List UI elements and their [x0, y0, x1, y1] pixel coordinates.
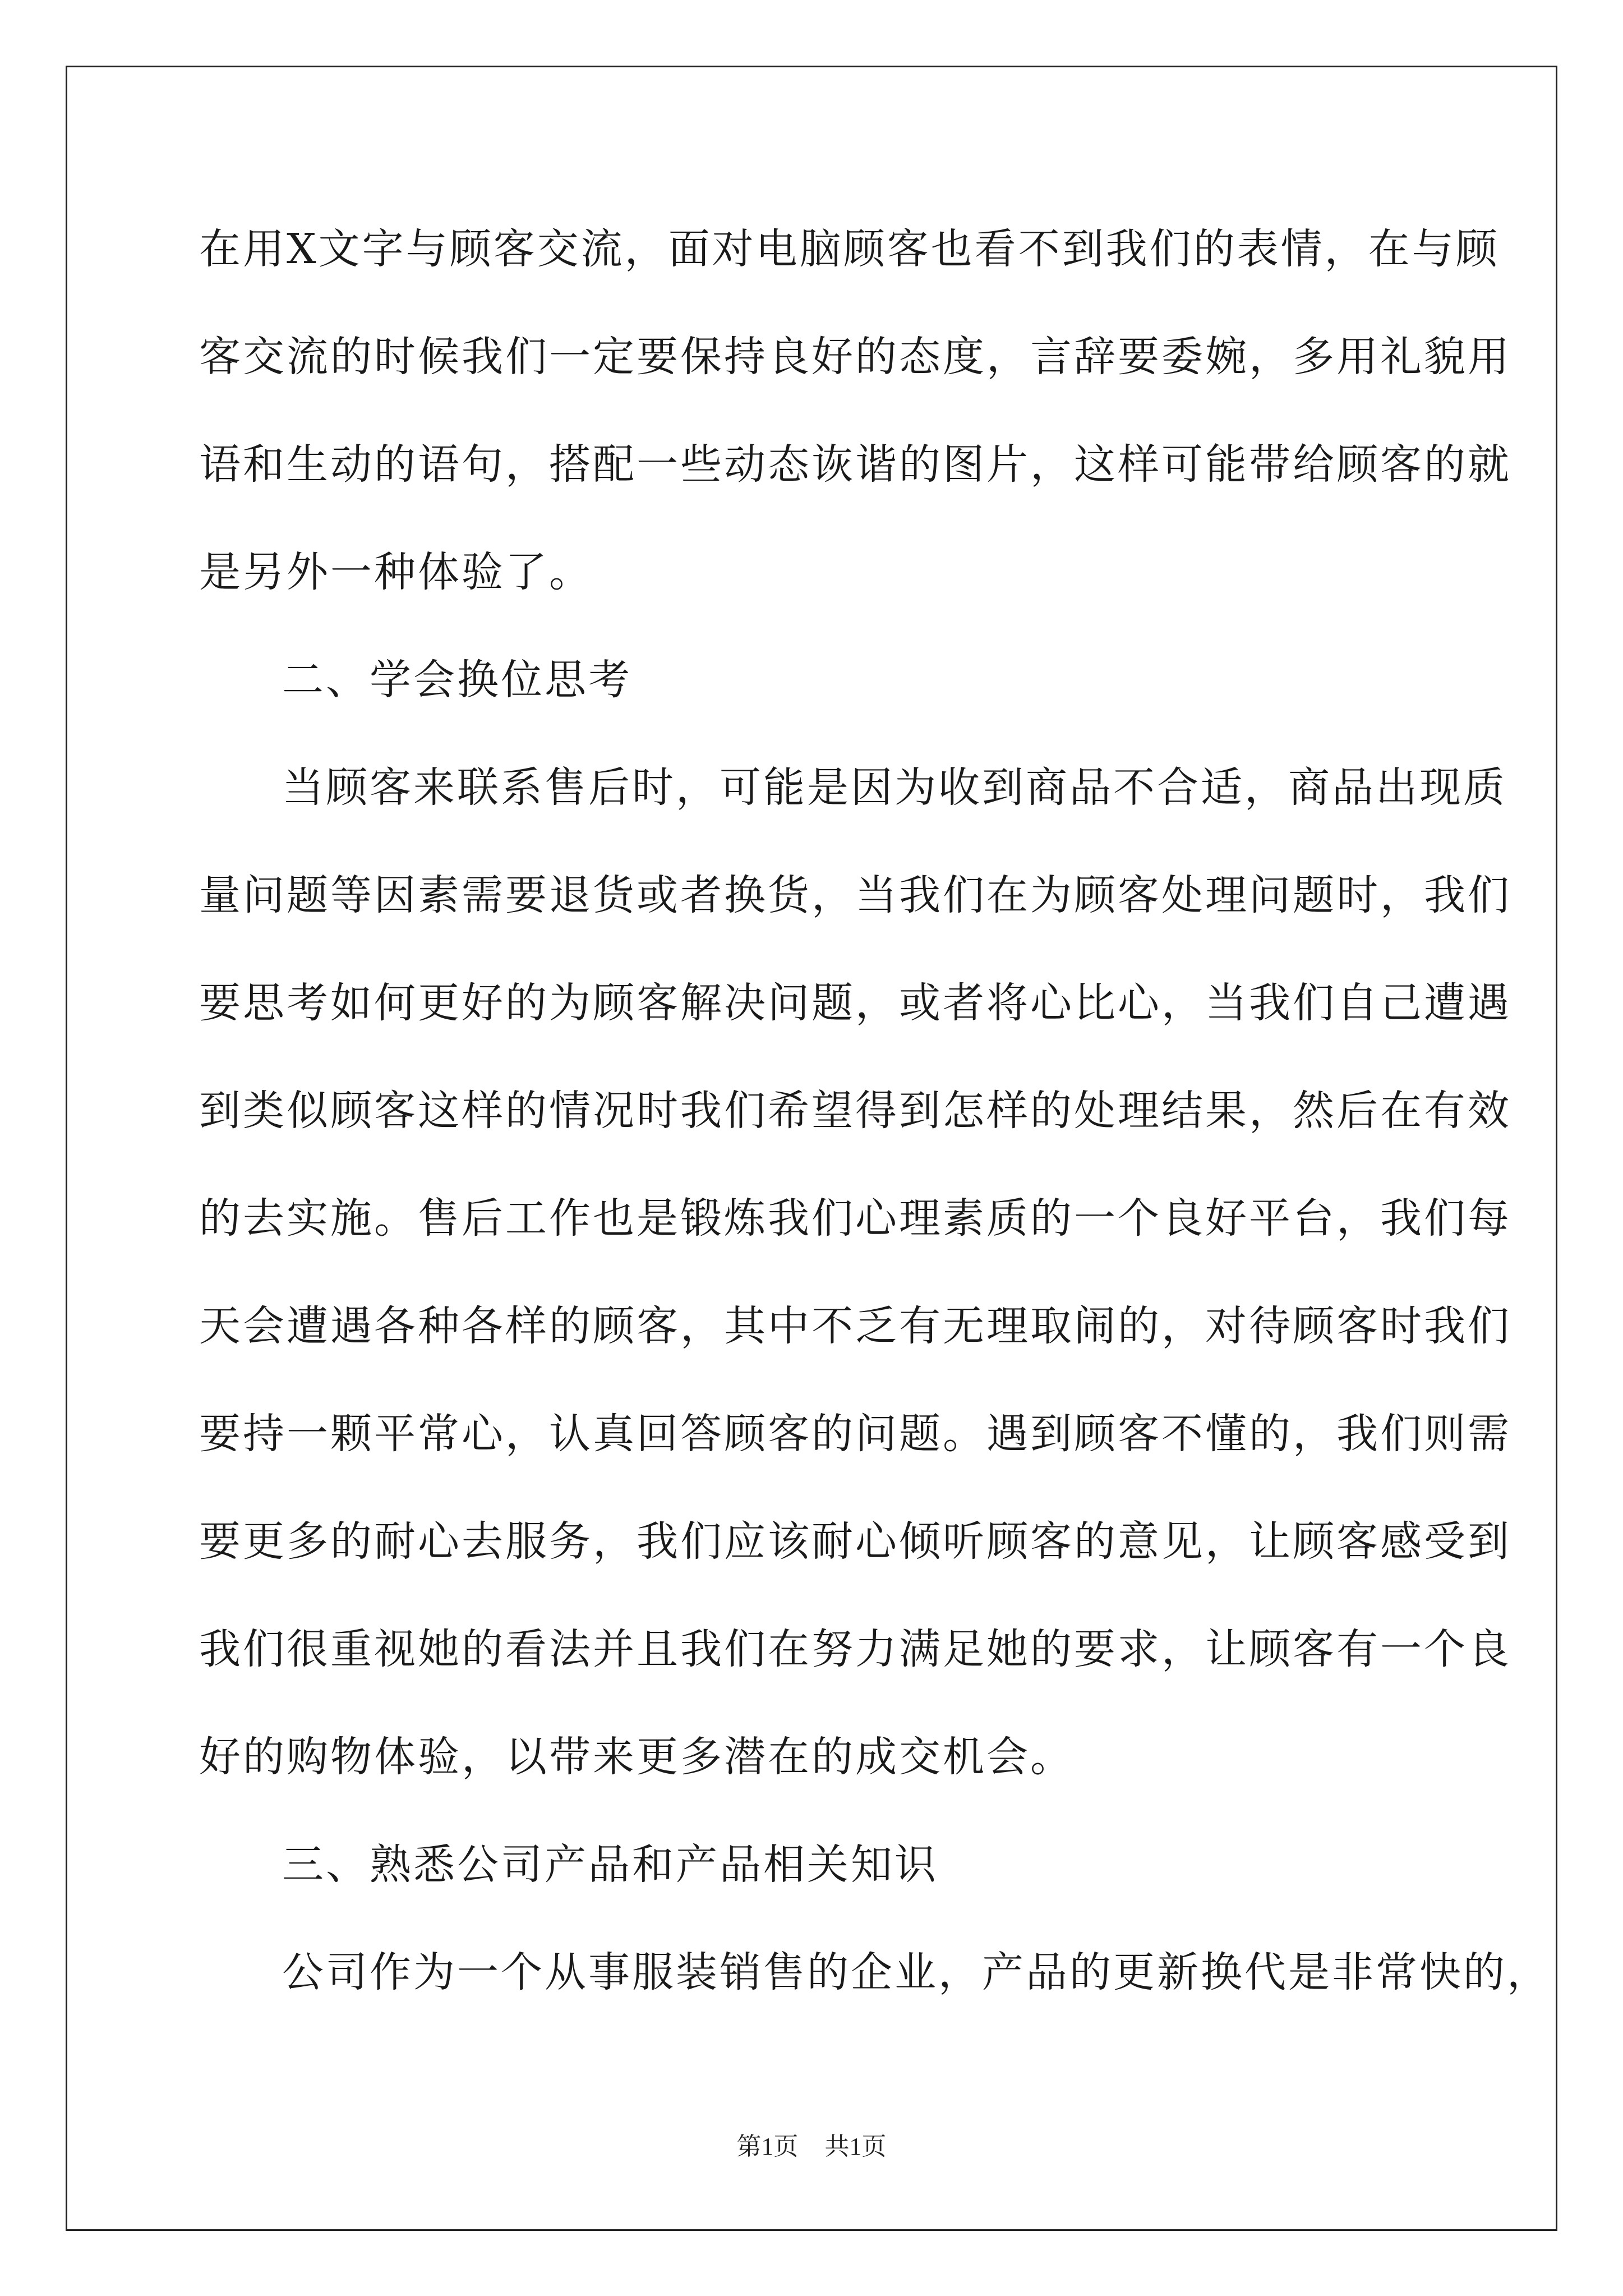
text-line: 好的购物体验，以带来更多潜在的成交机会。 — [199, 1733, 1074, 1781]
text-line: 在用X文字与顾客交流，面对电脑顾客也看不到我们的表情，在与顾 — [199, 225, 1500, 273]
text-line: 是另外一种体验了。 — [199, 548, 593, 596]
text-line: 要持一颗平常心，认真回答顾客的问题。遇到顾客不懂的，我们则需 — [199, 1410, 1511, 1458]
section-heading: 三、熟悉公司产品和产品相关知识 — [282, 1841, 938, 1889]
section-heading: 二、学会换位思考 — [282, 656, 632, 704]
text-line: 语和生动的语句，搭配一些动态诙谐的图片，这样可能带给顾客的就 — [199, 440, 1511, 489]
page-total: 共1页 — [824, 2133, 887, 2160]
text-line: 量问题等因素需要退货或者换货，当我们在为顾客处理问题时，我们 — [199, 871, 1511, 919]
text-line: 天会遭遇各种各样的顾客，其中不乏有无理取闹的，对待顾客时我们 — [199, 1302, 1511, 1350]
text-line: 要更多的耐心去服务，我们应该耐心倾听顾客的意见，让顾客感受到 — [199, 1517, 1511, 1566]
text-line: 客交流的时候我们一定要保持良好的态度，言辞要委婉，多用礼貌用 — [199, 333, 1511, 381]
text-line: 到类似顾客这样的情况时我们希望得到怎样的处理结果，然后在有效 — [199, 1087, 1511, 1135]
document-body — [199, 213, 1551, 2044]
text-line: 公司作为一个从事服装销售的企业，产品的更新换代是非常快的， — [282, 1948, 1551, 1996]
text-line: 的去实施。售后工作也是锻炼我们心理素质的一个良好平台，我们每 — [199, 1194, 1511, 1243]
page-footer — [0, 2126, 1623, 2162]
text-line: 当顾客来联系售后时，可能是因为收到商品不合适，商品出现质 — [282, 763, 1507, 812]
text-line: 我们很重视她的看法并且我们在努力满足她的要求，让顾客有一个良 — [199, 1625, 1511, 1673]
page-number: 第1页 — [736, 2133, 799, 2160]
text-line: 要思考如何更好的为顾客解决问题，或者将心比心，当我们自己遭遇 — [199, 979, 1511, 1027]
